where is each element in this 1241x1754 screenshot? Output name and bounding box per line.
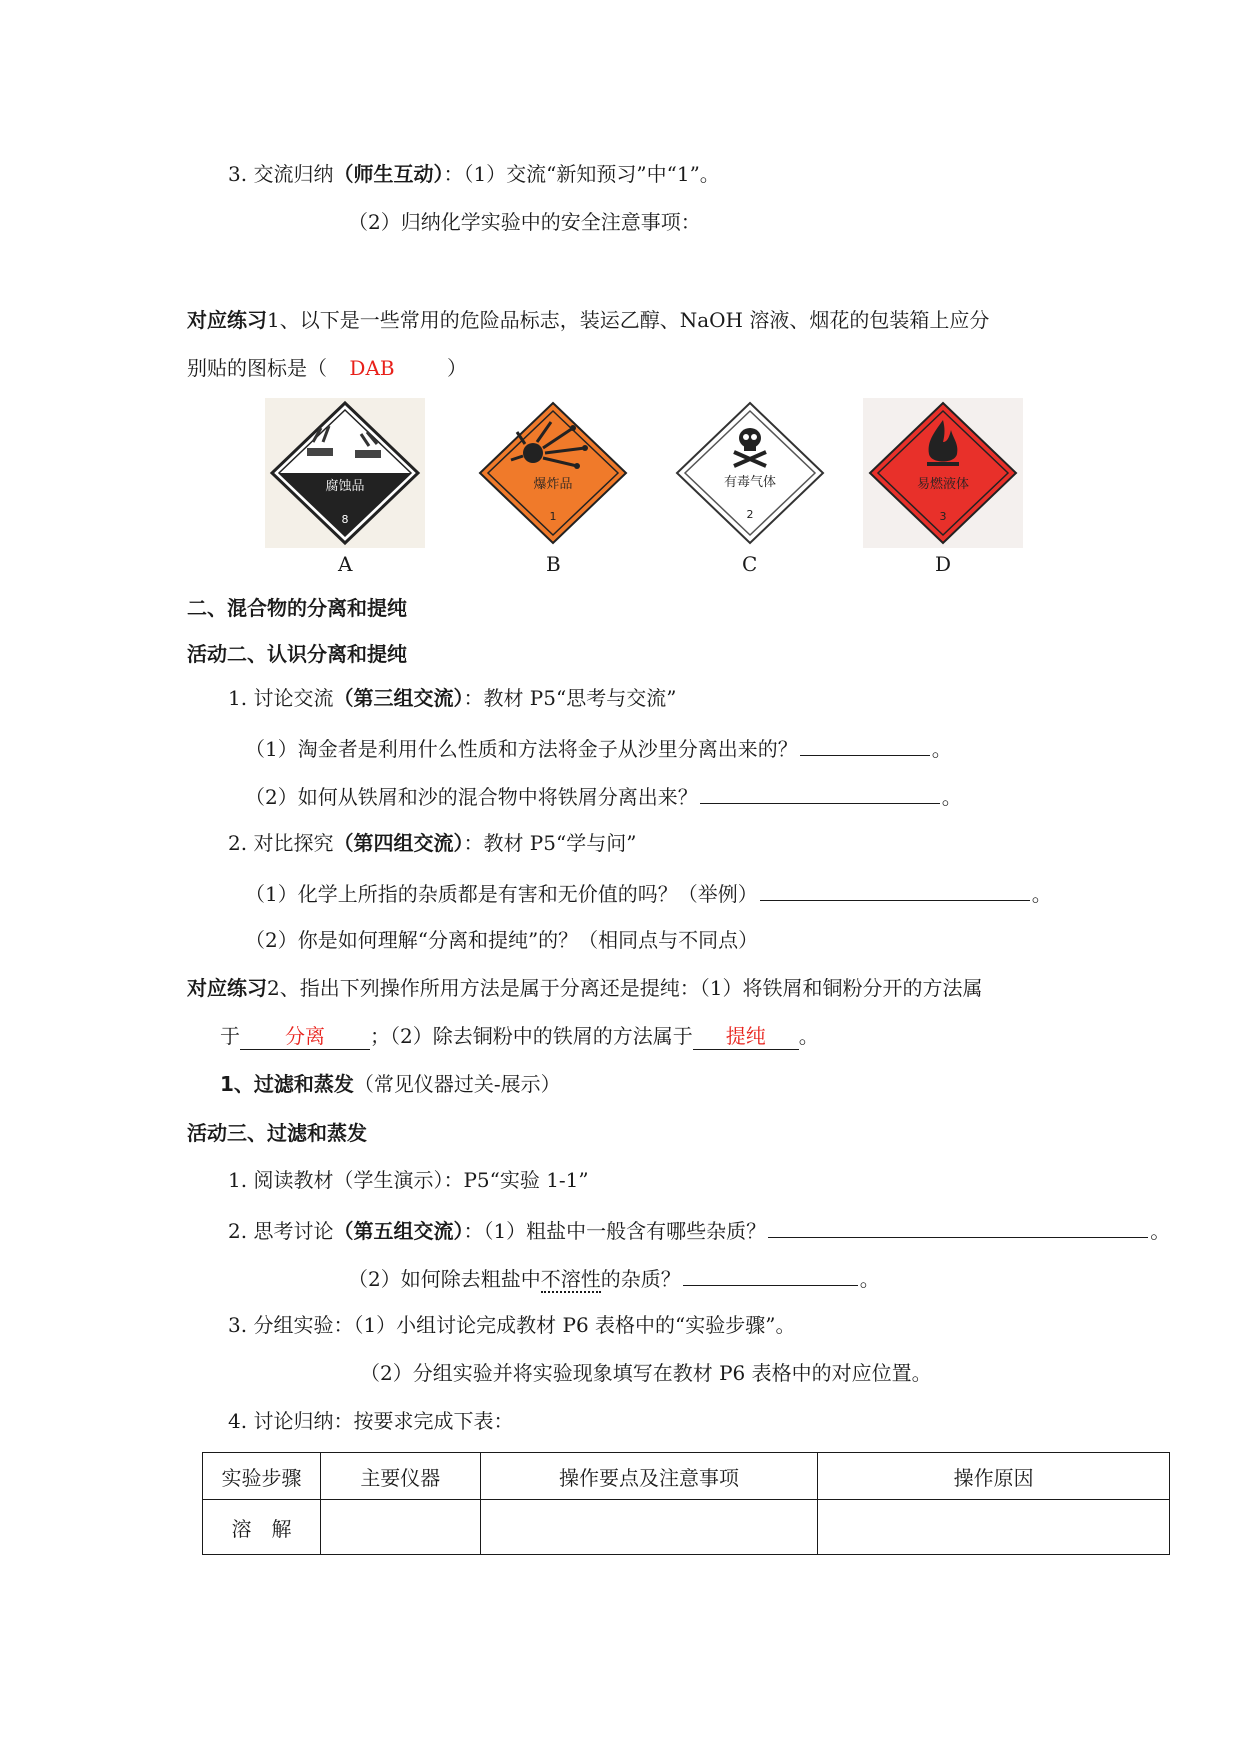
exercise1-answer: DAB [349,356,395,380]
exercise-label: 对应练习 [187,308,267,332]
exercise-label: 对应练习 [187,976,267,1000]
q1-1-line: （1）淘金者是利用什么性质和方法将金子从沙里分离出来的？ 。 [245,733,952,763]
svg-text:8: 8 [341,513,349,526]
dotted-emphasis: 不溶性 [540,1267,601,1291]
answer-blank[interactable] [768,1215,1148,1238]
exercise2-line2: 于 分离 ；（2）除去铜粉中的铁屑的方法属于 提纯 。 [220,1024,819,1048]
exercise2-answer1: 分离 [240,1023,370,1050]
svg-text:1: 1 [549,510,557,523]
table-row [203,1500,1170,1555]
table-header-cell: 操作原因 [818,1453,1170,1500]
filter-evaporate-heading: 1、过滤和蒸发（常见仪器过关-展示） [220,1072,561,1096]
q1-line: 1. 讨论交流（第三组交流）：教材 P5“思考与交流” [228,686,677,710]
table-header-cell: 实验步骤 [203,1453,321,1500]
answer-blank[interactable] [800,733,930,756]
s2-2-line: （2）如何除去粗盐中不溶性的杂质？ 。 [348,1263,880,1293]
s3-1-line: 3. 分组实验：（1）小组讨论完成教材 P6 表格中的“实验步骤”。 [228,1313,796,1337]
s3-2-line: （2）分组实验并将实验现象填写在教材 P6 表格中的对应位置。 [360,1361,932,1385]
table-cell[interactable] [480,1500,818,1555]
sec3-line1: 3. 交流归纳（师生互动）：（1）交流“新知预习”中“1”。 [228,162,720,186]
sign-label-b: B [546,552,561,576]
corrosive-sign [265,398,425,548]
answer-blank[interactable] [700,781,940,804]
exercise1-line1: 对应练习1、以下是一些常用的危险品标志，装运乙醇、NaOH 溶液、烟花的包装箱上应分 [187,308,990,332]
sign-label-c: C [742,552,758,576]
summary-table [202,1452,1170,1555]
table-header-row [203,1453,1170,1500]
sign-label-a: A [338,552,353,576]
s4-line: 4. 讨论归纳：按要求完成下表： [228,1409,514,1433]
table-cell[interactable] [320,1500,480,1555]
exercise2-line1: 对应练习2、指出下列操作所用方法是属于分离还是提纯：（1）将铁屑和铜粉分开的方法属 [187,976,983,1000]
svg-text:爆炸品: 爆炸品 [533,477,573,492]
q1-2-line: （2）如何从铁屑和沙的混合物中将铁屑分离出来？ 。 [245,781,962,811]
svg-text:有毒气体: 有毒气体 [723,475,777,490]
sign-label-d: D [935,552,952,576]
exercise2-answer2: 提纯 [693,1023,799,1050]
answer-blank[interactable] [760,878,1030,901]
svg-text:2: 2 [746,508,754,521]
table-cell[interactable] [818,1500,1170,1555]
q2-1-line: （1）化学上所指的杂质都是有害和无价值的吗？（举例） 。 [245,878,1052,908]
q2-2-line: （2）你是如何理解“分离和提纯”的？（相同点与不同点） [245,928,759,952]
answer-blank[interactable] [683,1263,858,1286]
svg-text:腐蚀品: 腐蚀品 [325,479,365,494]
exercise1-line2: 别贴的图标是（ DAB ） [187,356,467,380]
s1-line: 1. 阅读教材（学生演示）：P5“实验 1-1” [228,1168,589,1192]
explosive-sign [473,398,633,548]
part2-heading: 二、混合物的分离和提纯 [187,596,407,620]
table-cell: 溶 解 [203,1500,321,1555]
toxic-gas-sign [670,398,830,548]
table-header-cell: 主要仪器 [320,1453,480,1500]
s2-line: 2. 思考讨论（第五组交流）：（1）粗盐中一般含有哪些杂质？ 。 [228,1215,1170,1245]
table-header-cell: 操作要点及注意事项 [480,1453,818,1500]
svg-text:易燃液体: 易燃液体 [916,477,970,492]
flammable-liquid-sign [863,398,1023,548]
q2-line: 2. 对比探究（第四组交流）：教材 P5“学与问” [228,831,637,855]
sec3-line2: （2）归纳化学实验中的安全注意事项： [348,210,701,234]
activity3-heading: 活动三、过滤和蒸发 [187,1121,367,1145]
svg-text:3: 3 [939,510,947,523]
activity2-heading: 活动二、认识分离和提纯 [187,642,407,666]
